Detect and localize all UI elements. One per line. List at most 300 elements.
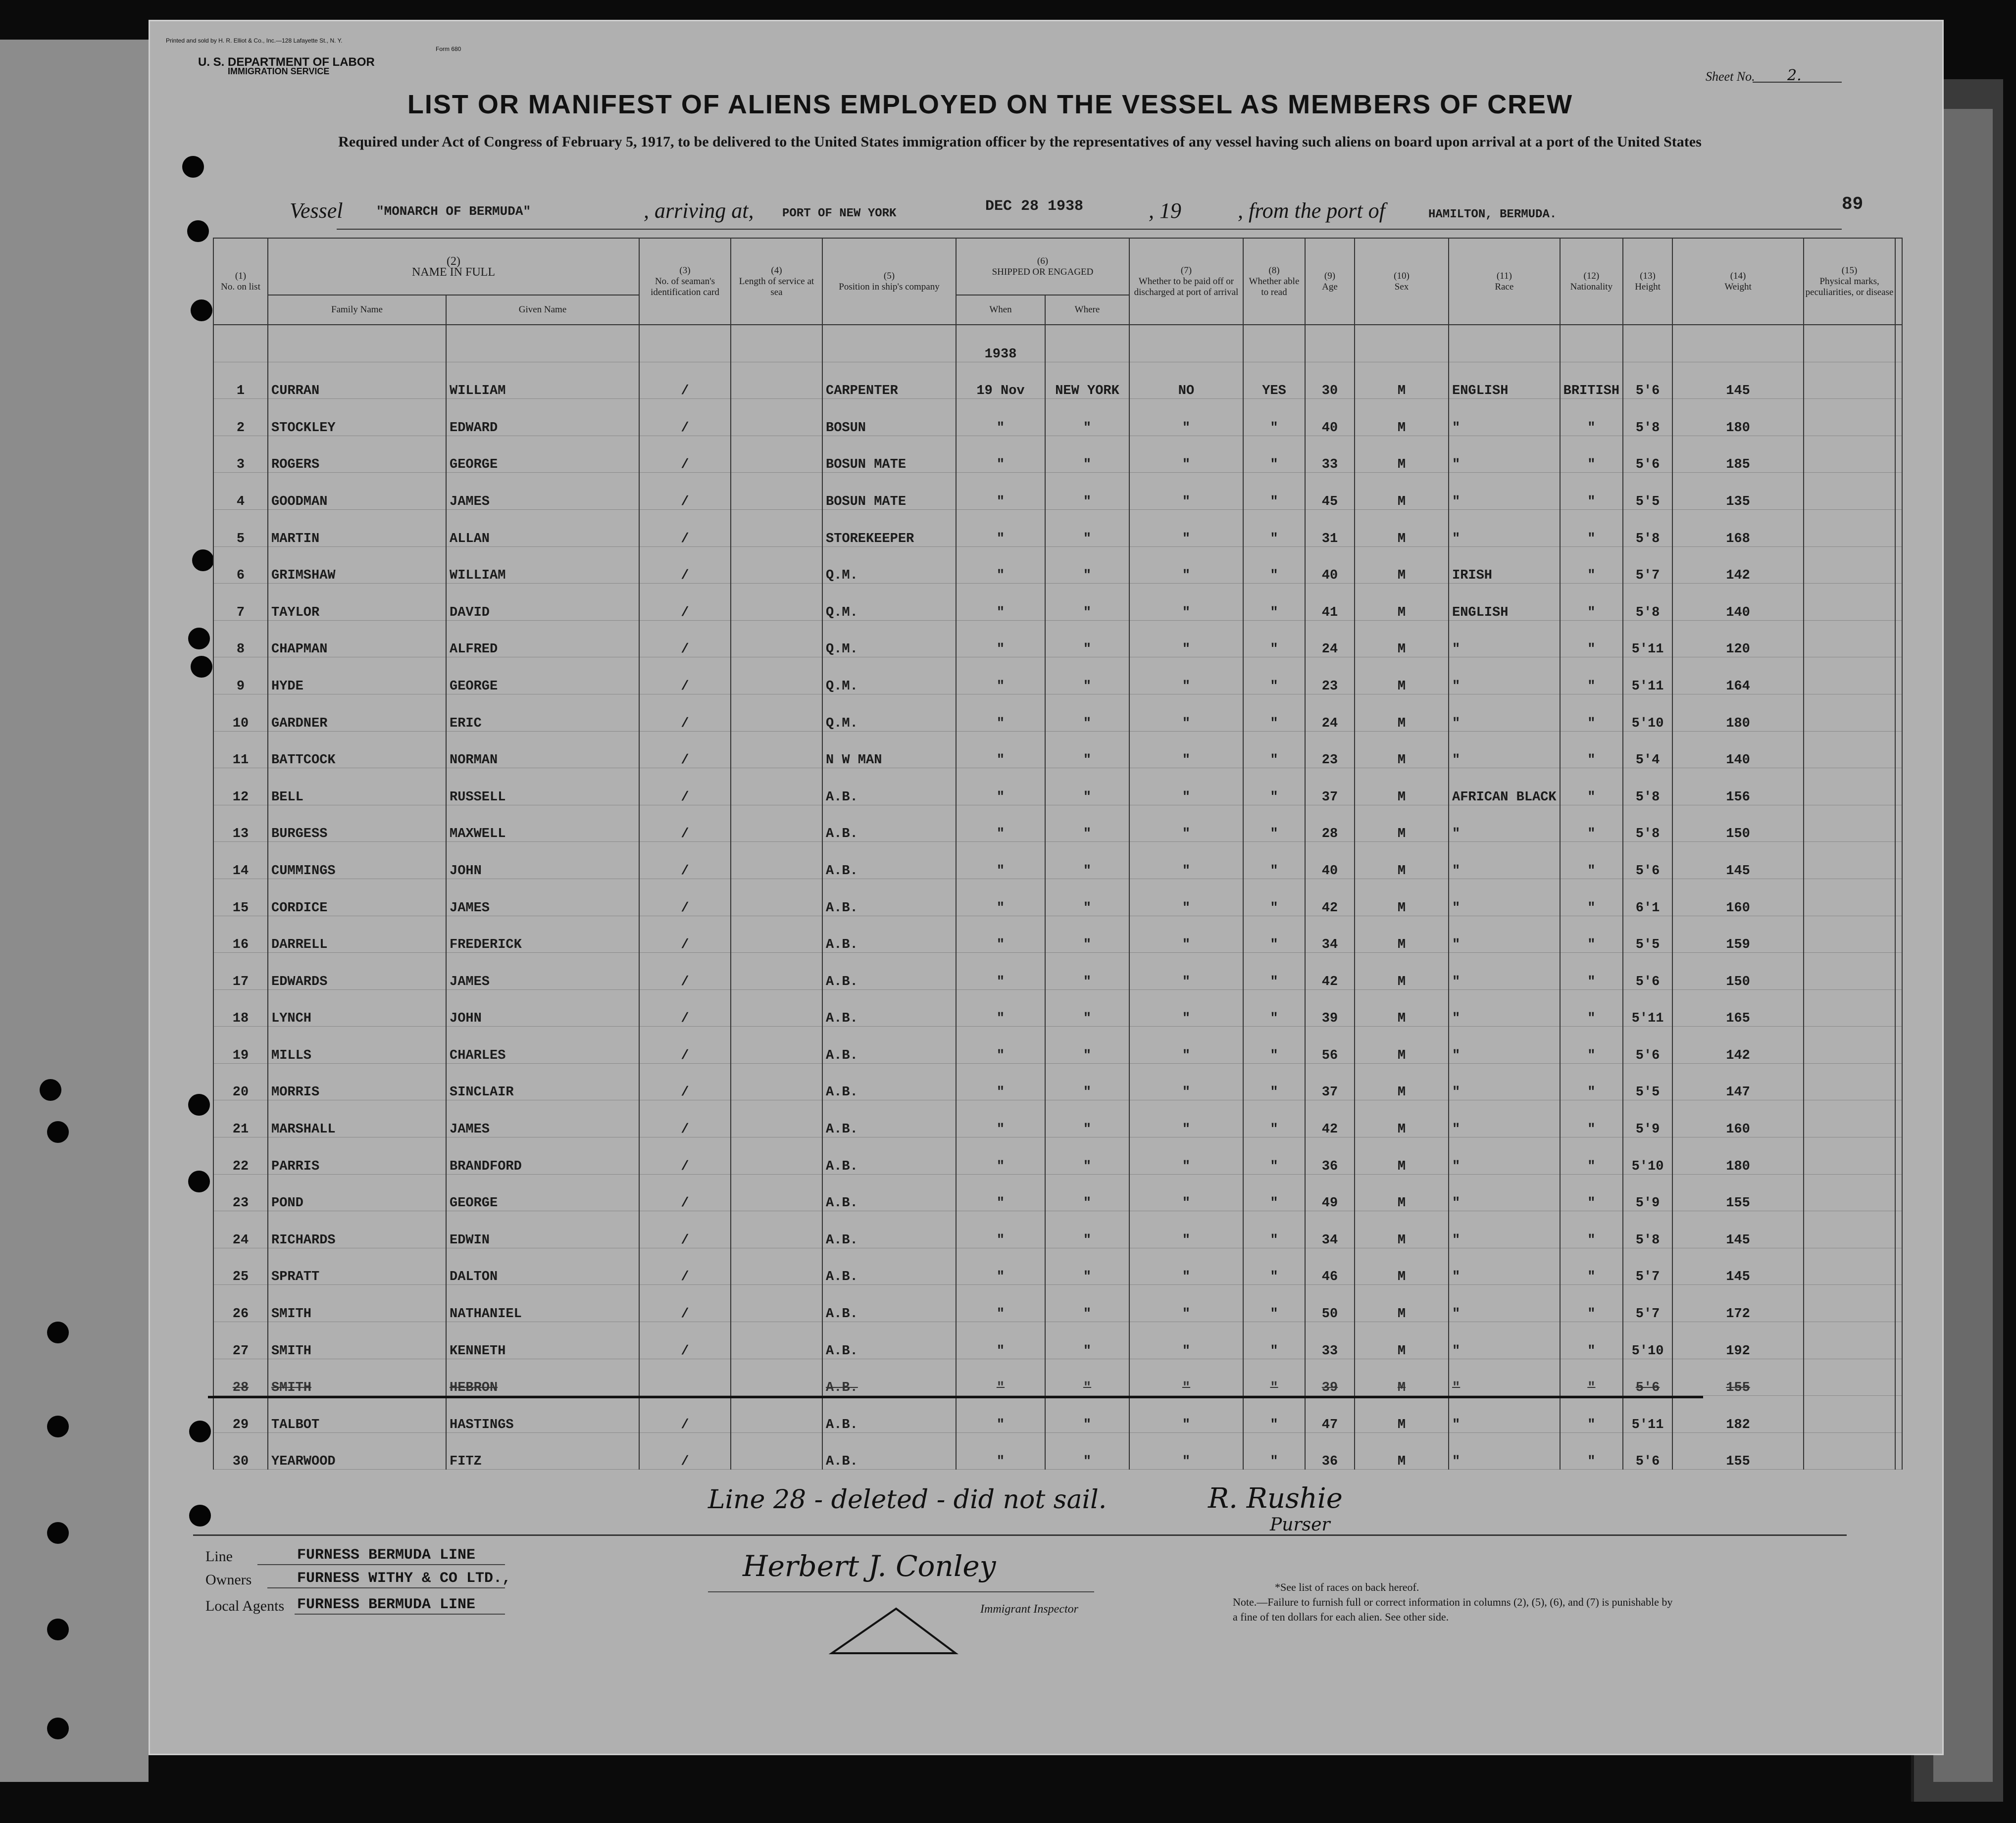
row-number-cell: 7 (213, 584, 268, 621)
paid-off-cell: " (1129, 1137, 1243, 1175)
paid-off-cell: " (1129, 1063, 1243, 1100)
sex-cell: M (1355, 805, 1449, 842)
col-label-race: Race (1495, 281, 1514, 292)
col-num: (7) (1180, 265, 1192, 276)
given-name-cell: GEORGE (446, 436, 639, 473)
nationality-cell: " (1560, 1100, 1623, 1137)
shipped-when-cell: " (956, 1063, 1045, 1100)
given-name-cell: WILLIAM (446, 362, 639, 399)
race-cell: " (1449, 805, 1560, 842)
able-to-read-cell: " (1243, 584, 1305, 621)
race-cell: " (1449, 1027, 1560, 1064)
family-name-cell: SPRATT (268, 1248, 446, 1285)
deletion-note: Line 28 - deleted - did not sail. (708, 1485, 1107, 1515)
service-length-cell (731, 1027, 822, 1064)
height-cell: 5'6 (1623, 436, 1672, 473)
age-cell: 36 (1305, 1137, 1355, 1175)
id-card-cell: / (639, 1137, 731, 1175)
shipped-where-cell: " (1045, 509, 1129, 546)
shipped-where-cell: " (1045, 657, 1129, 694)
age-cell: 45 (1305, 473, 1355, 510)
shipped-when-cell: " (956, 1432, 1045, 1470)
table-row (213, 1100, 1902, 1137)
given-name-cell: CHARLES (446, 1027, 639, 1064)
col-num: (14) (1730, 270, 1746, 281)
weight-cell: 159 (1672, 916, 1804, 953)
weight-cell: 147 (1672, 1063, 1804, 1100)
punch-hole (188, 628, 210, 649)
paid-off-cell: " (1129, 953, 1243, 990)
left-binding-strip (0, 40, 149, 1782)
race-cell: " (1449, 473, 1560, 510)
physical-marks-cell (1804, 1322, 1895, 1359)
paid-off-cell: " (1129, 620, 1243, 657)
paid-off-cell: NO (1129, 362, 1243, 399)
sex-cell: M (1355, 1248, 1449, 1285)
able-to-read-cell: " (1243, 436, 1305, 473)
race-cell: " (1449, 953, 1560, 990)
service-length-cell (731, 362, 822, 399)
table-row (213, 1359, 1902, 1396)
position-cell: A.B. (822, 1359, 956, 1396)
position-cell: Q.M. (822, 620, 956, 657)
table-row (213, 362, 1902, 399)
shipped-where-cell: " (1045, 436, 1129, 473)
id-card-cell: / (639, 768, 731, 805)
paid-off-cell: " (1129, 657, 1243, 694)
table-row (213, 842, 1902, 879)
physical-marks-cell (1804, 1359, 1895, 1396)
service-length-cell (731, 1285, 822, 1322)
height-cell: 5'8 (1623, 805, 1672, 842)
shipped-when-cell: " (956, 1285, 1045, 1322)
family-name-cell: MORRIS (268, 1063, 446, 1100)
height-cell: 5'5 (1623, 916, 1672, 953)
nationality-cell: " (1560, 879, 1623, 916)
sex-cell: M (1355, 1100, 1449, 1137)
shipped-when-cell: " (956, 399, 1045, 436)
height-cell: 5'11 (1623, 989, 1672, 1027)
position-cell: N W MAN (822, 731, 956, 768)
weight-cell: 180 (1672, 694, 1804, 731)
able-to-read-cell: " (1243, 1432, 1305, 1470)
table-row (213, 1396, 1902, 1433)
physical-marks-cell (1804, 694, 1895, 731)
shipped-where-cell: " (1045, 1211, 1129, 1248)
table-row (213, 436, 1902, 473)
paid-off-cell: " (1129, 436, 1243, 473)
col-num: (15) (1841, 265, 1858, 276)
nationality-cell: " (1560, 1322, 1623, 1359)
vessel-name: "MONARCH OF BERMUDA" (376, 204, 531, 219)
nationality-cell: " (1560, 584, 1623, 621)
vessel-label: Vessel (290, 198, 343, 223)
service-length-cell (731, 1396, 822, 1433)
col-num: (4) (771, 265, 782, 276)
blank-cell (1895, 436, 1902, 473)
position-cell: A.B. (822, 989, 956, 1027)
able-to-read-cell: " (1243, 1063, 1305, 1100)
col-num: (5) (883, 270, 895, 281)
paid-off-cell: " (1129, 584, 1243, 621)
col-header-nationality (1560, 238, 1623, 325)
paid-off-cell: " (1129, 694, 1243, 731)
age-cell: 46 (1305, 1248, 1355, 1285)
nationality-cell: " (1560, 1027, 1623, 1064)
weight-cell: 140 (1672, 584, 1804, 621)
shipped-where-cell: " (1045, 1322, 1129, 1359)
paid-off-cell: " (1129, 1211, 1243, 1248)
position-cell: A.B. (822, 1396, 956, 1433)
family-name-cell: BURGESS (268, 805, 446, 842)
shipped-where-cell: " (1045, 1248, 1129, 1285)
manifest-rows (213, 325, 1902, 1470)
id-card-cell: / (639, 584, 731, 621)
race-cell: " (1449, 916, 1560, 953)
paid-off-cell: " (1129, 1027, 1243, 1064)
shipped-where-cell: " (1045, 620, 1129, 657)
table-row (213, 1211, 1902, 1248)
col-label-weight: Weight (1724, 281, 1752, 292)
given-name-cell: ERIC (446, 694, 639, 731)
family-name-cell: PARRIS (268, 1137, 446, 1175)
height-cell: 5'6 (1623, 1432, 1672, 1470)
given-name-cell: KENNETH (446, 1322, 639, 1359)
weight-cell: 145 (1672, 842, 1804, 879)
table-row (213, 1137, 1902, 1175)
given-name-cell: EDWARD (446, 399, 639, 436)
punch-hole (191, 299, 212, 321)
table-row (213, 1285, 1902, 1322)
shipped-where-cell: " (1045, 805, 1129, 842)
blank-cell (1895, 657, 1902, 694)
age-cell: 28 (1305, 805, 1355, 842)
nationality-cell: " (1560, 1063, 1623, 1100)
given-name-cell: JAMES (446, 473, 639, 510)
sex-cell: M (1355, 1432, 1449, 1470)
nationality-cell: " (1560, 805, 1623, 842)
age-cell: 33 (1305, 436, 1355, 473)
family-name-cell: RICHARDS (268, 1211, 446, 1248)
sex-cell: M (1355, 879, 1449, 916)
height-cell: 5'7 (1623, 546, 1672, 584)
given-name-cell: ALLAN (446, 509, 639, 546)
col-header-sex (1355, 238, 1449, 325)
weight-cell: 180 (1672, 1137, 1804, 1175)
shipped-where-cell: " (1045, 1137, 1129, 1175)
shipped-where-cell: " (1045, 399, 1129, 436)
shipped-where-cell: " (1045, 916, 1129, 953)
position-cell: BOSUN (822, 399, 956, 436)
race-cell: " (1449, 1063, 1560, 1100)
row-number-cell: 24 (213, 1211, 268, 1248)
id-card-cell: / (639, 546, 731, 584)
col-header-position (822, 238, 956, 325)
weight-cell: 140 (1672, 731, 1804, 768)
sex-cell: M (1355, 1027, 1449, 1064)
shipped-when-cell: " (956, 473, 1045, 510)
binder-hole (47, 1322, 69, 1343)
shipped-when-cell: " (956, 1248, 1045, 1285)
sex-cell: M (1355, 436, 1449, 473)
sheet-number-rule (1753, 82, 1842, 83)
family-name-cell: BELL (268, 768, 446, 805)
inspector-rule (708, 1591, 1094, 1592)
id-card-cell: / (639, 1285, 731, 1322)
age-cell: 39 (1305, 1359, 1355, 1396)
col-num: (8) (1268, 265, 1280, 276)
col-label-service: Length of service at sea (739, 276, 814, 297)
family-name-cell: STOCKLEY (268, 399, 446, 436)
physical-marks-cell (1804, 953, 1895, 990)
row-number-cell: 26 (213, 1285, 268, 1322)
position-cell: A.B. (822, 953, 956, 990)
service-length-cell (731, 879, 822, 916)
physical-marks-cell (1804, 399, 1895, 436)
blank-cell (1895, 620, 1902, 657)
able-to-read-cell: " (1243, 1100, 1305, 1137)
blank-cell (1895, 731, 1902, 768)
id-card-cell: / (639, 620, 731, 657)
nationality-cell: " (1560, 1174, 1623, 1211)
row-number-cell: 30 (213, 1432, 268, 1470)
given-name-cell: NORMAN (446, 731, 639, 768)
height-cell: 5'5 (1623, 473, 1672, 510)
service-length-cell (731, 916, 822, 953)
able-to-read-cell: YES (1243, 362, 1305, 399)
service-length-cell (731, 1100, 822, 1137)
given-name-cell: JOHN (446, 842, 639, 879)
row-number-cell: 19 (213, 1027, 268, 1064)
table-row (213, 509, 1902, 546)
physical-marks-cell (1804, 879, 1895, 916)
race-cell: " (1449, 620, 1560, 657)
binder-hole (47, 1619, 69, 1640)
physical-marks-cell (1804, 1063, 1895, 1100)
shipped-where-cell: " (1045, 1396, 1129, 1433)
physical-marks-cell (1804, 620, 1895, 657)
row-number-cell: 17 (213, 953, 268, 990)
shipped-where-cell: " (1045, 1174, 1129, 1211)
age-cell: 56 (1305, 1027, 1355, 1064)
row-number-cell: 1 (213, 362, 268, 399)
nationality-cell: " (1560, 694, 1623, 731)
height-cell: 5'7 (1623, 1248, 1672, 1285)
blank-cell (1895, 842, 1902, 879)
family-name-cell: DARRELL (268, 916, 446, 953)
family-name-cell: MARTIN (268, 509, 446, 546)
able-to-read-cell: " (1243, 509, 1305, 546)
table-row (213, 768, 1902, 805)
row-number-cell: 13 (213, 805, 268, 842)
height-cell: 5'6 (1623, 1359, 1672, 1396)
position-cell: Q.M. (822, 657, 956, 694)
height-cell: 5'6 (1623, 842, 1672, 879)
service-length-cell (731, 1322, 822, 1359)
age-cell: 42 (1305, 953, 1355, 990)
blank-cell (1895, 1211, 1902, 1248)
row-number-cell: 11 (213, 731, 268, 768)
col-num: (2) (447, 254, 460, 268)
able-to-read-cell: " (1243, 989, 1305, 1027)
race-cell: " (1449, 509, 1560, 546)
age-cell: 40 (1305, 546, 1355, 584)
from-port-label: , from the port of (1238, 198, 1385, 223)
able-to-read-cell: " (1243, 768, 1305, 805)
row-number-cell: 21 (213, 1100, 268, 1137)
shipped-when-cell: " (956, 1137, 1045, 1175)
race-cell: " (1449, 989, 1560, 1027)
sex-cell: M (1355, 584, 1449, 621)
punch-hole (192, 549, 214, 571)
age-cell: 34 (1305, 1211, 1355, 1248)
sex-cell: M (1355, 620, 1449, 657)
blank-cell (1895, 399, 1902, 436)
row-number-cell: 10 (213, 694, 268, 731)
sex-cell: M (1355, 694, 1449, 731)
given-name-cell: JAMES (446, 953, 639, 990)
table-row (213, 694, 1902, 731)
family-name-cell: SMITH (268, 1322, 446, 1359)
paid-off-cell: " (1129, 1322, 1243, 1359)
blank-cell (1895, 953, 1902, 990)
given-name-cell: EDWIN (446, 1211, 639, 1248)
race-cell: " (1449, 1285, 1560, 1322)
race-cell: " (1449, 842, 1560, 879)
sex-cell: M (1355, 989, 1449, 1027)
shipped-when-cell: " (956, 805, 1045, 842)
line-rule (257, 1564, 505, 1565)
weight-cell: 182 (1672, 1396, 1804, 1433)
blank-cell (1895, 694, 1902, 731)
blank-cell (1895, 473, 1902, 510)
given-name-cell: SINCLAIR (446, 1063, 639, 1100)
id-card-cell: / (639, 1248, 731, 1285)
deleted-line-28-strike (208, 1396, 1703, 1398)
service-length-cell (731, 1211, 822, 1248)
col-label-where: Where (1045, 295, 1129, 325)
id-card-cell: / (639, 805, 731, 842)
race-cell: " (1449, 657, 1560, 694)
physical-marks-cell (1804, 1137, 1895, 1175)
punch-hole (191, 656, 212, 678)
age-cell: 30 (1305, 362, 1355, 399)
id-card-cell: / (639, 1396, 731, 1433)
nationality-cell: " (1560, 1285, 1623, 1322)
arrival-date-stamp: DEC 28 1938 (985, 198, 1084, 215)
height-cell: 5'9 (1623, 1174, 1672, 1211)
line-value: FURNESS BERMUDA LINE (297, 1547, 476, 1564)
sex-cell: M (1355, 473, 1449, 510)
able-to-read-cell: " (1243, 1322, 1305, 1359)
id-card-cell: / (639, 731, 731, 768)
height-cell: 5'10 (1623, 694, 1672, 731)
position-cell: A.B. (822, 1174, 956, 1211)
shipped-when-cell: " (956, 657, 1045, 694)
weight-cell: 135 (1672, 473, 1804, 510)
position-cell: STOREKEEPER (822, 509, 956, 546)
race-cell: IRISH (1449, 546, 1560, 584)
nationality-cell: " (1560, 1432, 1623, 1470)
owners-rule (267, 1587, 505, 1588)
paid-off-cell: " (1129, 1432, 1243, 1470)
nationality-cell: BRITISH (1560, 362, 1623, 399)
race-cell: " (1449, 1248, 1560, 1285)
sex-cell: M (1355, 1211, 1449, 1248)
weight-cell: 150 (1672, 953, 1804, 990)
able-to-read-cell: " (1243, 399, 1305, 436)
col-label-paid: Whether to be paid off or discharged at port of arrival (1134, 276, 1239, 297)
age-cell: 50 (1305, 1285, 1355, 1322)
shipped-when-cell: " (956, 1396, 1045, 1433)
age-cell: 37 (1305, 1063, 1355, 1100)
table-row (213, 1322, 1902, 1359)
purser-role: Purser (1270, 1515, 1330, 1535)
agents-label: Local Agents (205, 1598, 285, 1614)
position-cell: A.B. (822, 805, 956, 842)
service-length-cell (731, 694, 822, 731)
blank-cell (1895, 1322, 1902, 1359)
paid-off-cell: " (1129, 768, 1243, 805)
able-to-read-cell: " (1243, 1359, 1305, 1396)
paid-off-cell: " (1129, 473, 1243, 510)
row-number-cell: 23 (213, 1174, 268, 1211)
shipped-when-cell: " (956, 694, 1045, 731)
blank-cell (1895, 879, 1902, 916)
col-header-age (1305, 238, 1355, 325)
year-row (213, 325, 1902, 362)
blank-cell (1895, 1100, 1902, 1137)
sex-cell: M (1355, 1063, 1449, 1100)
id-card-cell: / (639, 1100, 731, 1137)
id-card-cell: / (639, 1174, 731, 1211)
nationality-cell: " (1560, 989, 1623, 1027)
race-cell: " (1449, 436, 1560, 473)
punch-hole (189, 1421, 211, 1442)
col-label-nationality: Nationality (1570, 281, 1613, 292)
blank-cell (1895, 509, 1902, 546)
age-cell: 39 (1305, 989, 1355, 1027)
able-to-read-cell: " (1243, 805, 1305, 842)
family-name-cell: MARSHALL (268, 1100, 446, 1137)
family-name-cell: HYDE (268, 657, 446, 694)
sex-cell: M (1355, 916, 1449, 953)
col-num: (6) (1037, 255, 1049, 266)
agents-value: FURNESS BERMUDA LINE (297, 1596, 476, 1613)
shipped-where-cell: " (1045, 584, 1129, 621)
blank-cell (1895, 916, 1902, 953)
year-label: , 19 (1149, 198, 1181, 223)
shipped-when-cell: " (956, 1027, 1045, 1064)
height-cell: 5'10 (1623, 1322, 1672, 1359)
service-label: IMMIGRATION SERVICE (228, 66, 330, 76)
service-length-cell (731, 1359, 822, 1396)
col-header-service (731, 238, 822, 325)
col-header-race (1449, 238, 1560, 325)
age-cell: 23 (1305, 731, 1355, 768)
age-cell: 42 (1305, 879, 1355, 916)
col-label-height: Height (1635, 281, 1661, 292)
service-length-cell (731, 546, 822, 584)
shipped-where-cell: " (1045, 989, 1129, 1027)
service-length-cell (731, 953, 822, 990)
paid-off-cell: " (1129, 916, 1243, 953)
blank-cell (1895, 584, 1902, 621)
manifest-title: LIST OR MANIFEST OF ALIENS EMPLOYED ON THE VESSEL AS MEMBERS OF CREW (407, 90, 1573, 119)
family-name-cell: TALBOT (268, 1396, 446, 1433)
nationality-cell: " (1560, 842, 1623, 879)
nationality-cell: " (1560, 1248, 1623, 1285)
